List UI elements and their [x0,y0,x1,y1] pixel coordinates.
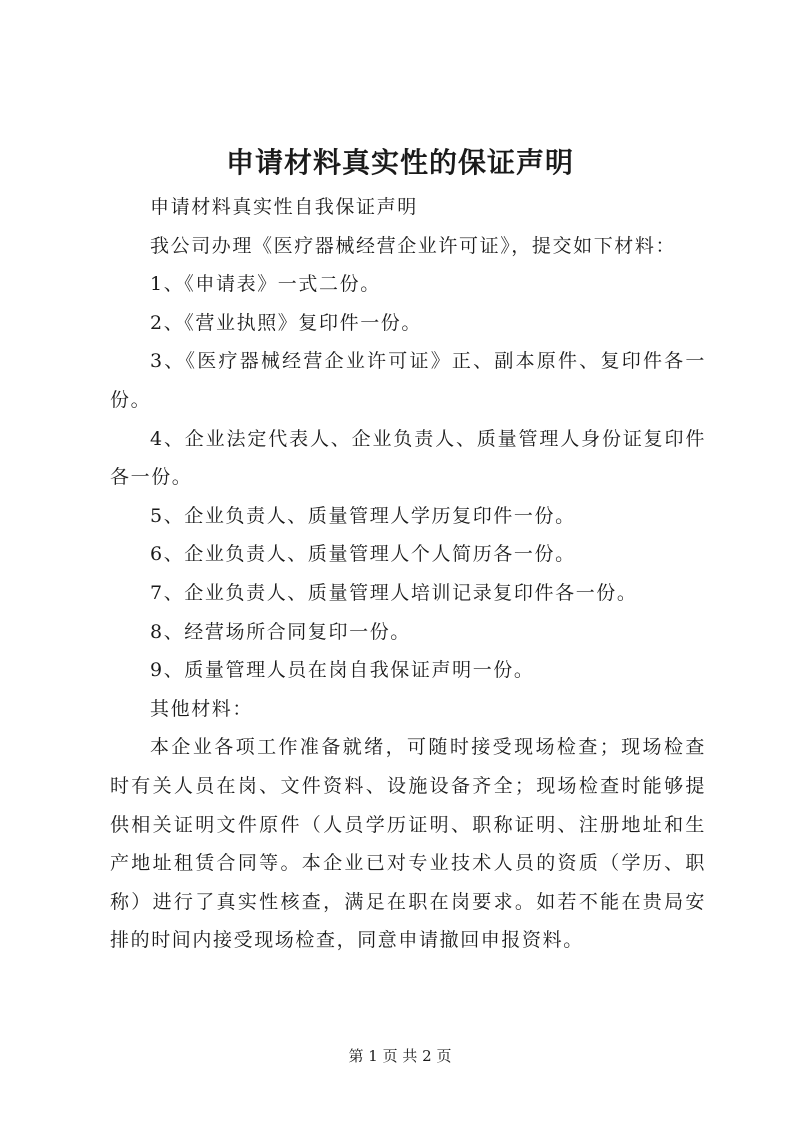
page-footer: 第 1 页 共 2 页 [348,1047,452,1065]
list-item-9: 9、质量管理人员在岗自我保证声明一份。 [150,659,535,682]
document-title: 申请材料真实性的保证声明 [225,146,574,179]
paragraph-subtitle: 申请材料真实性自我保证声明 [150,196,418,218]
paragraph-intro: 我公司办理《医疗器械经营企业许可证》，提交如下材料： [150,234,677,257]
list-item-2: 2、《营业执照》复印件一份。 [150,311,422,334]
other-materials-heading: 其他材料： [150,697,254,720]
list-item-5: 5、企业负责人、质量管理人学历复印件一份。 [150,504,576,527]
list-item-3: 3、《医疗器械经营企业许可证》正、副本原件、复印件各一份。 [110,350,706,411]
list-item-7: 7、企业负责人、质量管理人培训记录复印件各一份。 [150,581,638,604]
document-body [110,188,706,960]
list-item-8: 8、经营场所合同复印一份。 [150,620,411,643]
list-item-1: 1、《申请表》一式二份。 [150,273,381,296]
declaration-paragraph: 本企业各项工作准备就绪，可随时接受现场检查；现场检查时有关人员在岗、文件资料、设施设备齐全；现场检查时能够提供相关证明文件原件（人员学历证明、职称证明、注册地址和生产地址租赁合同等。本企业已对专业技术人员的资质（学历、职称）进行了真实性核查，满足在职在岗要求。如若不能在贵局安排的时间内接受现场检查，同意申请撤回申报资料。 [110,736,706,952]
list-item-6: 6、企业负责人、质量管理人个人简历各一份。 [150,543,576,566]
list-item-4: 4、企业法定代表人、企业负责人、质量管理人身份证复印件各一份。 [110,427,706,489]
